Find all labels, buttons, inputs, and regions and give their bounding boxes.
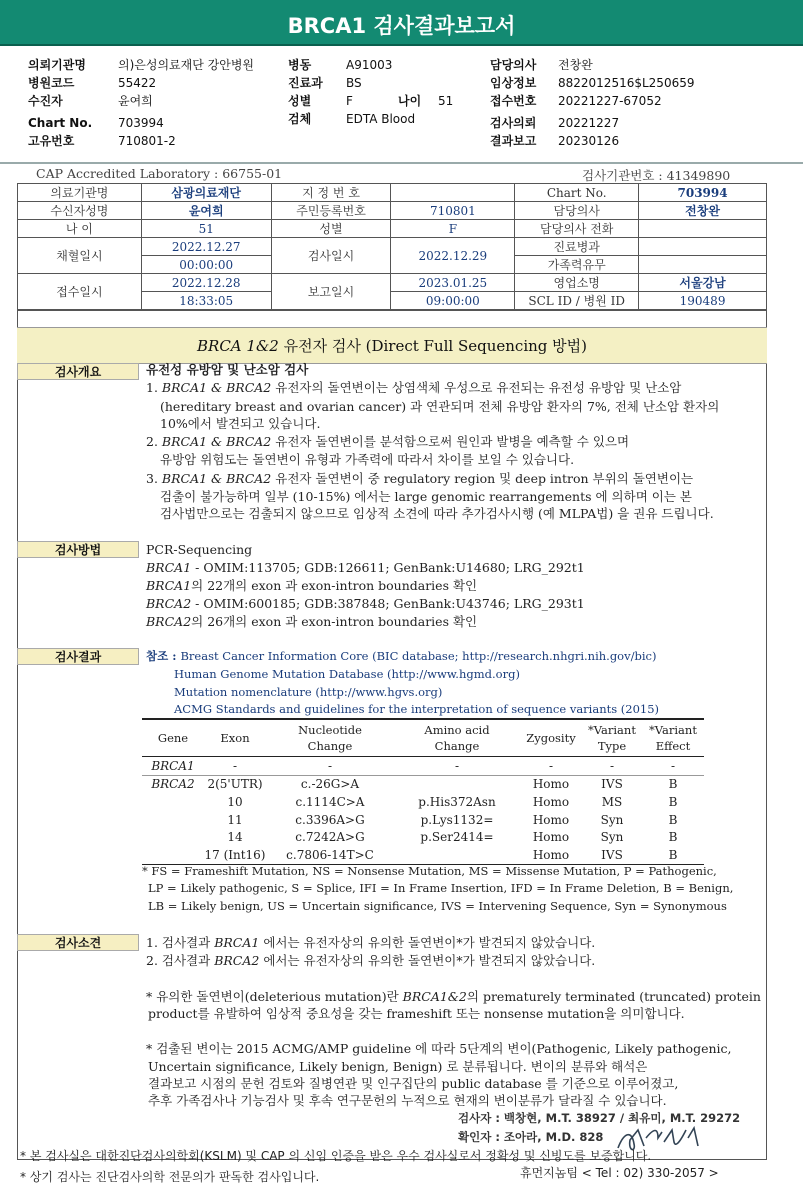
opinion-note: product를 유발하여 임상적 중요성을 갖는 frameshift 또는 nonsense mutation을 의미합니다.	[148, 1006, 685, 1021]
info-label: 보고일시	[271, 274, 391, 310]
opinion-note: 결과보고 시점의 문헌 검토와 질병연관 및 인구집단의 public database 를 기준으로 이루어졌고,	[148, 1076, 679, 1091]
info-value: 서울강남	[639, 274, 767, 292]
variant-cell: -	[394, 757, 520, 776]
variant-cell: c.1114C>A	[295, 794, 365, 809]
variant-cell	[394, 775, 520, 793]
header-value: F	[346, 94, 353, 108]
variant-cell: 10	[227, 794, 243, 809]
variant-cell: p.Ser2414=	[420, 830, 494, 845]
info-value: 윤여희	[141, 202, 271, 220]
report-title: BRCA1 검사결과보고서	[0, 0, 803, 46]
header-left	[28, 56, 254, 150]
section-tag-result: 검사결과	[17, 648, 139, 665]
header-mid	[288, 56, 453, 128]
age-value: 51	[438, 94, 454, 108]
info-label: SCL ID / 병원 ID	[515, 292, 639, 310]
header-value: 8822012516$L250659	[558, 76, 695, 90]
variant-cell: B	[668, 794, 678, 809]
age-label: 나이	[398, 94, 422, 108]
info-label: 담당의사 전화	[515, 220, 639, 238]
footer-contact: 휴먼지놈팀 < Tel : 02) 330-2057 >	[520, 1166, 719, 1180]
variant-cell: Homo	[532, 830, 570, 845]
opinion-line: 1. 검사결과 BRCA1 에서는 유전자상의 유의한 돌연변이*가 발견되지 않았습니다.	[146, 935, 596, 950]
variant-cell: B	[668, 830, 678, 845]
info-label: 접수일시	[18, 274, 142, 310]
banner-gene: BRCA 1&2	[197, 337, 279, 355]
opinion-note: * 유의한 돌연변이(deleterious mutation)란 BRCA1&2의 prematurely terminated (truncated) protein	[146, 989, 761, 1004]
cap-lab-number: CAP Accredited Laboratory : 66755-01	[36, 166, 283, 181]
header-label: 수진자	[28, 94, 63, 108]
variant-table-header: Gene	[142, 719, 204, 757]
method-line: BRCA1의 22개의 exon 과 exon-intron boundaries 확인	[146, 578, 478, 593]
section-tag-method: 검사방법	[17, 541, 139, 558]
overview-line: 검사법만으로는 검출되지 않으므로 임상적 소견에 따라 추가검사시행 (예 MLPA법) 을 권유 드립니다.	[160, 506, 714, 521]
header-label: 진료과	[288, 76, 323, 90]
variant-cell: c.3396A>G	[295, 812, 365, 827]
info-value	[639, 256, 767, 274]
variant-row	[142, 811, 704, 829]
info-label: 검사일시	[271, 238, 391, 274]
info-value: 00:00:00	[141, 256, 271, 274]
examiner-signature: 검사자 : 백창현, M.T. 38927 / 최유미, M.T. 29272	[458, 1111, 741, 1125]
info-label: 지 정 번 호	[271, 184, 391, 202]
variant-row	[142, 775, 704, 793]
opinion-note: * 검출된 변이는 2015 ACMG/AMP guideline 에 따라 5단계의 변이(Pathogenic, Likely pathogenic,	[146, 1041, 732, 1056]
variant-cell: BRCA2	[151, 777, 195, 792]
variant-cell	[142, 811, 204, 829]
header-label: 임상정보	[490, 76, 537, 90]
variant-cell: Homo	[532, 812, 570, 827]
header-label: 검사의뢰	[490, 116, 537, 130]
variant-cell: -	[520, 757, 582, 776]
variant-cell: 14	[227, 830, 243, 845]
variant-cell	[142, 846, 204, 864]
variant-cell: c.7242A>G	[295, 830, 365, 845]
overview-line: 검출이 불가능하며 일부 (10-15%) 에서는 large genomic rearrangements 에 의하며 이는 본	[160, 489, 692, 504]
variant-table-header: Zygosity	[520, 719, 582, 757]
variant-cell: -	[266, 757, 394, 776]
header-label: 결과보고	[490, 134, 537, 148]
info-value: 삼광의료재단	[141, 184, 271, 202]
info-label: 담당의사	[515, 202, 639, 220]
variant-cell	[142, 828, 204, 846]
exam-org-number: 검사기관번호 : 41349890	[582, 168, 731, 183]
info-label: 성별	[271, 220, 391, 238]
info-value: 703994	[639, 184, 767, 202]
header-value: 55422	[118, 76, 157, 90]
section-tag-opinion: 검사소견	[17, 934, 139, 951]
info-value: 2022.12.29	[391, 238, 515, 274]
info-label: 가족력유무	[515, 256, 639, 274]
info-label: 채혈일시	[18, 238, 142, 274]
variant-cell: IVS	[582, 846, 642, 864]
variant-cell: B	[668, 812, 678, 827]
overview-heading: 유전성 유방암 및 난소암 검사	[146, 362, 309, 377]
header-value: EDTA Blood	[346, 112, 416, 126]
abbrev-line: * FS = Frameshift Mutation, NS = Nonsense Mutation, MS = Missense Mutation, P = Pathogenic,	[142, 864, 717, 878]
variant-cell: Homo	[532, 794, 570, 809]
reference-line: ACMG Standards and guidelines for the interpretation of sequence variants (2015)	[174, 702, 660, 716]
header-label: 성별	[288, 94, 312, 108]
variant-cell: B	[642, 846, 704, 864]
variant-cell: -	[204, 757, 266, 776]
header-right	[490, 56, 694, 150]
header-value: 20221227-67052	[558, 94, 662, 108]
info-label: 나 이	[18, 220, 142, 238]
footer-accreditation: * 본 검사실은 대한진단검사의학회(KSLM) 및 CAP 의 신임 인증을 받은 우수 검사실로서 정확성 및 신빙도를 보증합니다.	[20, 1149, 652, 1163]
header-value: 윤여희	[118, 94, 153, 108]
info-label: 영업소명	[515, 274, 639, 292]
header-value: 703994	[118, 116, 164, 130]
header-value: 20230126	[558, 134, 620, 148]
variant-table-header: *Variant Effect	[642, 719, 704, 757]
info-value: 09:00:00	[391, 292, 515, 310]
reference-line: Human Genome Mutation Database (http://www.hgmd.org)	[174, 667, 520, 681]
info-value: 2023.01.25	[391, 274, 515, 292]
info-value: 전창완	[639, 202, 767, 220]
method-line: BRCA1 - OMIM:113705; GDB:126611; GenBank:U14680; LRG_292t1	[146, 560, 585, 575]
method-line: BRCA2 - OMIM:600185; GDB:387848; GenBank:U43746; LRG_293t1	[146, 596, 585, 611]
header-divider	[0, 162, 803, 164]
reference-line: 참조 : Breast Cancer Information Core (BIC database; http://research.nhgri.nih.gov/bic)	[146, 649, 657, 663]
variant-row	[142, 757, 704, 776]
info-value	[639, 238, 767, 256]
overview-line: 10%에서 발견되고 있습니다.	[160, 416, 321, 431]
header-value: BS	[346, 76, 362, 90]
abbrev-line: LP = Likely pathogenic, S = Splice, IFI = In Frame Insertion, IFD = In Frame Deletion, B = Benign,	[148, 881, 734, 895]
variant-cell: Homo	[520, 846, 582, 864]
header-label: Chart No.	[28, 116, 93, 130]
variant-row	[142, 793, 704, 811]
info-label: Chart No.	[515, 184, 639, 202]
variant-cell: p.His372Asn	[418, 794, 496, 809]
info-label: 수신자성명	[18, 202, 142, 220]
header-label: 담당의사	[490, 58, 537, 72]
variant-cell: Homo	[532, 777, 570, 792]
variant-cell: Syn	[600, 812, 624, 827]
confirmer-signature: 확인자 : 조아라, M.D. 828	[458, 1130, 604, 1144]
info-value: F	[391, 220, 515, 238]
variant-cell: IVS	[601, 777, 623, 792]
info-value: 18:33:05	[141, 292, 271, 310]
variant-cell: BRCA1	[142, 757, 204, 776]
header-label: 고유번호	[28, 134, 75, 148]
reference-line: Mutation nomenclature (http://www.hgvs.org)	[174, 685, 443, 699]
variant-cell: p.Lys1132=	[420, 812, 494, 827]
opinion-line: 2. 검사결과 BRCA2 에서는 유전자상의 유의한 돌연변이*가 발견되지 않았습니다.	[146, 953, 596, 968]
header-label: 검체	[288, 112, 312, 126]
info-value	[391, 184, 515, 202]
variant-table	[142, 718, 704, 865]
header-value: 710801-2	[118, 134, 176, 148]
variant-cell	[142, 793, 204, 811]
variant-row	[142, 828, 704, 846]
banner-text: 유전자 검사 (Direct Full Sequencing 방법)	[278, 337, 587, 355]
method-line: BRCA2의 26개의 exon 과 exon-intron boundaries 확인	[146, 614, 478, 629]
footer-note: * 상기 검사는 진단검사의학 전문의가 판독한 검사입니다.	[20, 1170, 320, 1184]
header-label: 접수번호	[490, 94, 537, 108]
section-tag-overview: 검사개요	[17, 363, 139, 380]
variant-table-header: Amino acid Change	[394, 719, 520, 757]
info-value: 190489	[639, 292, 767, 310]
info-value: 2022.12.27	[141, 238, 271, 256]
abbrev-line: LB = Likely benign, US = Uncertain significance, IVS = Intervening Sequence, Syn = Synonymous	[148, 899, 727, 913]
variant-cell: 17 (Int16)	[204, 846, 266, 864]
variant-cell: 11	[227, 812, 243, 827]
header-value: 20221227	[558, 116, 620, 130]
info-value: 2022.12.28	[141, 274, 271, 292]
info-label: 주민등록번호	[271, 202, 391, 220]
variant-cell: Syn	[600, 830, 624, 845]
info-label: 의료기관명	[18, 184, 142, 202]
variant-table-header: *Variant Type	[582, 719, 642, 757]
header-value: 전창완	[558, 58, 593, 72]
variant-cell: 2(5'UTR)	[207, 777, 263, 792]
variant-table-header: Nucleotide Change	[266, 719, 394, 757]
overview-line: 3. BRCA1 & BRCA2 유전자 돌연변이 중 regulatory region 및 deep intron 부위의 돌연변이는	[146, 471, 694, 486]
variant-row	[142, 846, 704, 864]
overview-line: 1. BRCA1 & BRCA2 유전자의 돌연변이는 상염색체 우성으로 유전되는 유전성 유방암 및 난소암	[146, 380, 682, 395]
variant-cell: -	[582, 757, 642, 776]
variant-cell	[394, 846, 520, 864]
header-value: 의)은성의료재단 강안병원	[118, 58, 255, 72]
variant-cell: MS	[601, 794, 623, 809]
overview-line: 유방암 위험도는 돌연변이 유형과 가족력에 따라서 차이를 보일 수 있습니다.	[160, 452, 575, 467]
variant-table-header: Exon	[204, 719, 266, 757]
header-label: 병동	[288, 58, 312, 72]
header-label: 의뢰기관명	[28, 58, 86, 72]
opinion-note: 추후 가족검사나 기능검사 및 후속 연구문헌의 누적으로 현재의 변이분류가 달라질 수 있습니다.	[148, 1093, 667, 1108]
overview-line: 2. BRCA1 & BRCA2 유전자 돌연변이를 분석함으로써 원인과 발병을 예측할 수 있으며	[146, 434, 630, 449]
variant-cell: c.7806-14T>C	[266, 846, 394, 864]
header-label: 병원코드	[28, 76, 75, 90]
info-value: 51	[141, 220, 271, 238]
info-value: 710801	[391, 202, 515, 220]
patient-info-table	[17, 183, 767, 310]
info-label: 진료병과	[515, 238, 639, 256]
variant-cell: c.-26G>A	[300, 777, 360, 792]
variant-cell: -	[642, 757, 704, 776]
opinion-note: Uncertain significance, Likely benign, Benign) 로 분류됩니다. 변이의 분류와 해석은	[148, 1059, 648, 1074]
header-value: A91003	[346, 58, 393, 72]
test-banner	[17, 327, 767, 364]
method-line: PCR-Sequencing	[146, 542, 253, 557]
variant-cell: B	[668, 777, 678, 792]
overview-line: (hereditary breast and ovarian cancer) 과 연관되며 전체 유방암 환자의 7%, 전체 난소암 환자의	[160, 399, 720, 414]
info-value	[639, 220, 767, 238]
